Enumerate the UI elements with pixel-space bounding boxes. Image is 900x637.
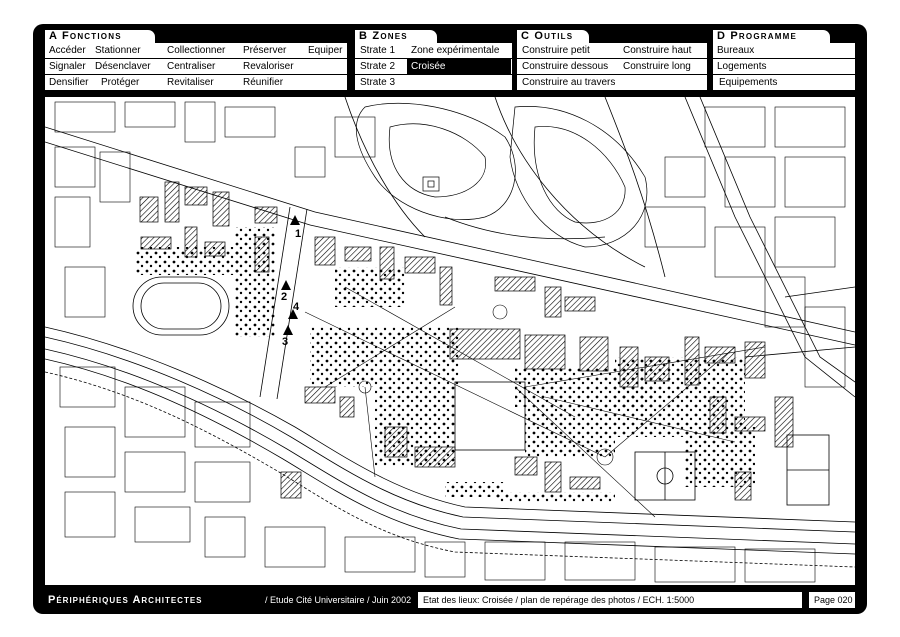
page-number: Page 020	[809, 592, 855, 608]
outil-construire-au-travers[interactable]: Construire au travers	[522, 77, 616, 88]
zone-croisee-selected[interactable]: Croisée	[407, 59, 511, 74]
fonction-acceder[interactable]: Accéder	[49, 45, 86, 56]
section-title-outils: C Outils	[517, 30, 589, 43]
map-marker-3: 3	[282, 336, 289, 348]
study-label: / Etude Cité Universitaire / Juin 2002	[265, 595, 412, 605]
strate-2[interactable]: Strate 2	[360, 61, 396, 72]
outil-construire-dessous[interactable]: Construire dessous	[522, 61, 609, 72]
programme-equipements[interactable]: Equipements	[719, 77, 778, 88]
map-marker-2: 2	[281, 291, 288, 303]
section-title-programme: D Programme	[713, 30, 830, 43]
firm-name: Périphériques Architectes	[48, 594, 203, 606]
zone-experimentale[interactable]: Zone expérimentale	[411, 45, 500, 56]
fonction-desenclaver[interactable]: Désenclaver	[95, 61, 151, 72]
zones-panel	[355, 43, 512, 90]
outil-construire-long[interactable]: Construire long	[623, 61, 691, 72]
outils-panel	[517, 43, 707, 90]
strate-1[interactable]: Strate 1	[360, 45, 396, 56]
fonction-reunifier[interactable]: Réunifier	[243, 77, 284, 88]
map-marker-1: 1	[295, 228, 302, 240]
fonction-centraliser[interactable]: Centraliser	[167, 61, 216, 72]
fonction-revaloriser[interactable]: Revaloriser	[243, 61, 294, 72]
fonction-proteger[interactable]: Protéger	[101, 77, 140, 88]
outil-construire-haut[interactable]: Construire haut	[623, 45, 692, 56]
map-marker-4: 4	[293, 301, 300, 313]
fonction-stationner[interactable]: Stationner	[95, 45, 141, 56]
programme-bureaux[interactable]: Bureaux	[717, 45, 755, 56]
caption-box: Etat des lieux: Croisée / plan de repérage des photos / ECH. 1:5000	[418, 592, 802, 608]
fonction-preserver[interactable]: Préserver	[243, 45, 287, 56]
site-plan-drawing	[45, 97, 855, 585]
section-title-fonctions: A Fonctions	[45, 30, 155, 43]
fonction-equiper[interactable]: Equiper	[308, 45, 343, 56]
programme-logements[interactable]: Logements	[717, 61, 767, 72]
fonction-signaler[interactable]: Signaler	[49, 61, 86, 72]
fonctions-panel	[45, 43, 347, 90]
programme-panel	[713, 43, 855, 90]
fonction-revitaliser[interactable]: Revitaliser	[167, 77, 214, 88]
site-map	[45, 97, 855, 585]
section-title-zones: B Zones	[355, 30, 437, 43]
strate-3[interactable]: Strate 3	[360, 77, 396, 88]
fonction-collectionner[interactable]: Collectionner	[167, 45, 226, 56]
fonction-densifier[interactable]: Densifier	[49, 77, 89, 88]
outil-construire-petit[interactable]: Construire petit	[522, 45, 590, 56]
